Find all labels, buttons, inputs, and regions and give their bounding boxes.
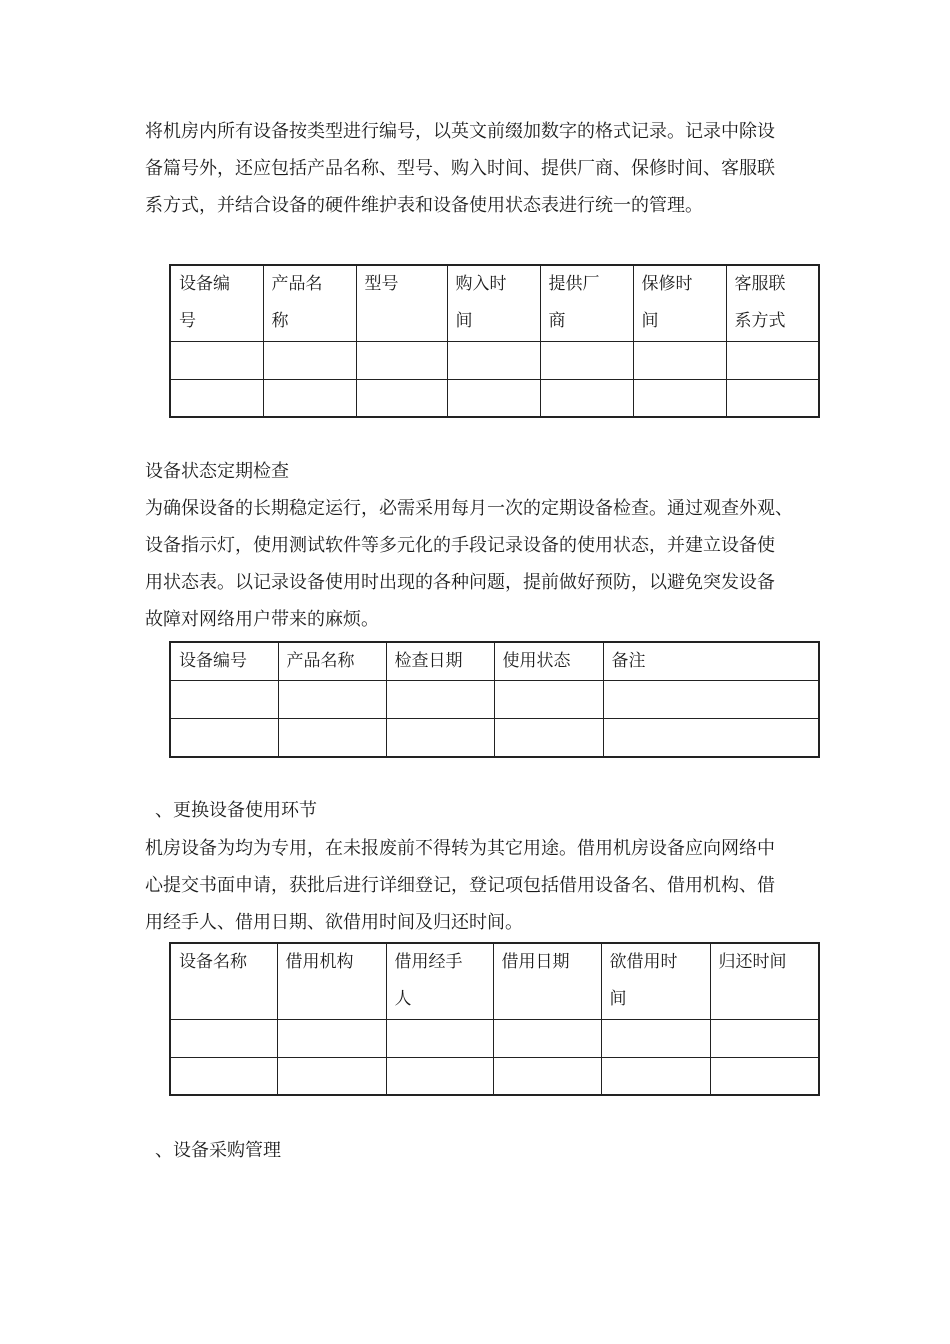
table-cell — [603, 681, 819, 719]
table-cell — [277, 1057, 386, 1095]
equipment-register-table — [169, 264, 820, 418]
table-row — [170, 681, 819, 719]
header-cell-remarks: 备注 — [603, 642, 819, 681]
table-cell — [170, 379, 263, 417]
intro-line: 将机房内所有设备按类型进行编号，以英文前缀加数字的格式记录。记录中除设 — [145, 121, 775, 142]
table-header-row — [170, 265, 819, 341]
table-cell — [447, 341, 540, 379]
table-cell — [170, 719, 278, 757]
table-cell — [540, 341, 633, 379]
paragraph-line: 用经手人、借用日期、欲借用时间及归还时间。 — [145, 912, 523, 933]
table-cell — [170, 681, 278, 719]
borrowing-register-table — [169, 942, 820, 1096]
table-cell — [386, 719, 494, 757]
table-cell — [263, 379, 356, 417]
table-cell — [494, 681, 603, 719]
header-cell-device-name: 设备名称 — [170, 943, 277, 1019]
paragraph-line: 为确保设备的长期稳定运行，必需采用每月一次的定期设备检查。通过观查外观、 — [145, 498, 793, 519]
table-header-row — [170, 642, 819, 681]
header-cell-device-id: 设备编号 — [170, 642, 278, 681]
table-cell — [633, 379, 726, 417]
section-title-replacement: 、更换设备使用环节 — [155, 800, 317, 821]
paragraph-line: 故障对网络用户带来的麻烦。 — [145, 609, 379, 630]
header-cell-vendor: 提供厂 商 — [540, 265, 633, 341]
table-header-row — [170, 943, 819, 1019]
table-row — [170, 341, 819, 379]
header-cell-borrow-date: 借用日期 — [493, 943, 601, 1019]
header-cell-device-id: 设备编 号 — [170, 265, 263, 341]
table-cell — [386, 1057, 493, 1095]
table-cell — [493, 1057, 601, 1095]
table-cell — [710, 1057, 819, 1095]
table-row — [170, 1057, 819, 1095]
table-row — [170, 379, 819, 417]
table-cell — [386, 1019, 493, 1057]
header-cell-borrow-duration: 欲借用时 间 — [601, 943, 710, 1019]
table-cell — [278, 719, 386, 757]
header-cell-model: 型号 — [356, 265, 447, 341]
table-row — [170, 1019, 819, 1057]
header-cell-usage-status: 使用状态 — [494, 642, 603, 681]
header-cell-borrowing-org: 借用机构 — [277, 943, 386, 1019]
header-cell-product-name: 产品名称 — [278, 642, 386, 681]
paragraph-line: 机房设备为均为专用，在未报废前不得转为其它用途。借用机房设备应向网络中 — [145, 838, 775, 859]
intro-line: 备篇号外，还应包括产品名称、型号、购入时间、提供厂商、保修时间、客服联 — [145, 158, 775, 179]
header-cell-purchase-time: 购入时 间 — [447, 265, 540, 341]
table-cell — [447, 379, 540, 417]
table-cell — [601, 1019, 710, 1057]
intro-line: 系方式，并结合设备的硬件维护表和设备使用状态表进行统一的管理。 — [145, 195, 703, 216]
paragraph-line: 用状态表。以记录设备使用时出现的各种问题，提前做好预防，以避免突发设备 — [145, 572, 775, 593]
header-cell-warranty: 保修时 间 — [633, 265, 726, 341]
header-cell-return-time: 归还时间 — [710, 943, 819, 1019]
header-cell-support-contact: 客服联 系方式 — [726, 265, 819, 341]
header-cell-handler: 借用经手 人 — [386, 943, 493, 1019]
table-cell — [726, 341, 819, 379]
periodic-check-paragraph — [145, 490, 815, 638]
table-cell — [726, 379, 819, 417]
table-cell — [494, 719, 603, 757]
table-cell — [603, 719, 819, 757]
header-cell-product-name: 产品名 称 — [263, 265, 356, 341]
paragraph-line: 心提交书面申请，获批后进行详细登记，登记项包括借用设备名、借用机构、借 — [145, 875, 775, 896]
table-cell — [540, 379, 633, 417]
table-cell — [710, 1019, 819, 1057]
table-cell — [633, 341, 726, 379]
table-cell — [493, 1019, 601, 1057]
table-cell — [277, 1019, 386, 1057]
table-row — [170, 719, 819, 757]
table-cell — [170, 1019, 277, 1057]
table-cell — [278, 681, 386, 719]
table-cell — [170, 341, 263, 379]
table-cell — [356, 379, 447, 417]
section-title-periodic-check: 设备状态定期检查 — [145, 461, 289, 482]
table-cell — [263, 341, 356, 379]
replacement-paragraph — [145, 830, 815, 941]
table-cell — [170, 1057, 277, 1095]
paragraph-line: 设备指示灯，使用测试软件等多元化的手段记录设备的使用状态，并建立设备使 — [145, 535, 775, 556]
table-cell — [386, 681, 494, 719]
table-cell — [356, 341, 447, 379]
section-title-procurement: 、设备采购管理 — [155, 1140, 281, 1161]
table-cell — [601, 1057, 710, 1095]
status-check-table — [169, 641, 820, 758]
intro-paragraph — [145, 113, 815, 224]
header-cell-check-date: 检查日期 — [386, 642, 494, 681]
